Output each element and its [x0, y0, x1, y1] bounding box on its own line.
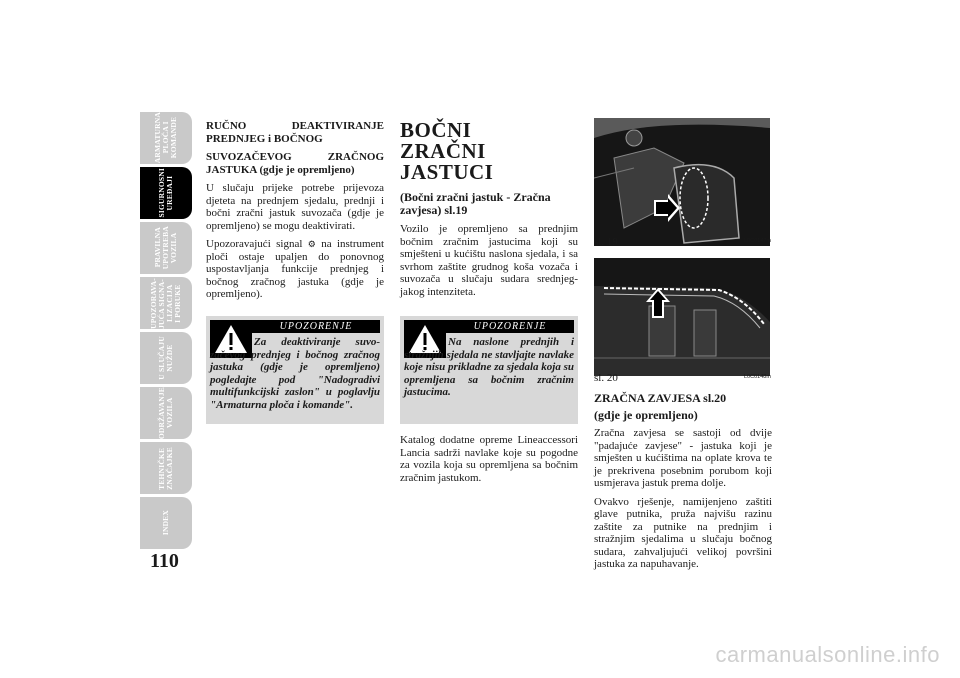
left-column: [206, 120, 384, 307]
watermark: carmanualsonline.info: [715, 642, 940, 667]
section-subheading: (gdje je opremljeno): [594, 407, 698, 422]
paragraph: Upozoravajući signal ⚙ na instrument ploči ostaje upaljen do ponovnog uspostavljanja funkcije prednjeg i bočnog zračnog jastuka (gdje je opremljeno).: [206, 238, 385, 300]
figure-19-code: L0C0147m: [744, 238, 771, 244]
section-heading: RUČNO DEAKTIVIRANJE PREDNJEG i BOČNOG: [206, 120, 384, 145]
tab-pravilna-upotreba[interactable]: PRAVILNA UPOTREBA VOZILA: [140, 222, 192, 274]
paragraph: U slučaju prijeke potrebe prijevoza djeteta na prednjem sjedalu, prednji i bočni zračni jastuk suvozača (gdje je opremljeno) se mogu deaktivirati.: [206, 182, 384, 232]
warning-text: Za deaktiviranje suvo-začevog prednjeg i bočnog zračnog jastuka (gdje je opremljeno) pogledajte pod "Nadogradivi multifunkcijski zaslon" u poglavlju "Armaturna ploča i komande".: [210, 336, 380, 411]
warning-box: [206, 316, 384, 424]
paragraph: Katalog dodatne opreme Lineaccessori Lancia sadrži navlake koje su pogodne za vozila koja su opremljena sa bočnim zračnim jastukom.: [400, 434, 578, 484]
warning-title: UPOZORENJE: [252, 320, 380, 333]
tab-odrzavanje-vozila[interactable]: ODRŽAVANJE VOZILA: [140, 387, 192, 439]
page-number: 110: [150, 550, 179, 572]
paragraph: Vozilo je opremljeno sa prednjim bočnim zračnim jastucima koji su smješteni u kućištu naslona sjedala, i sa svrhom zaštite grudnog koša vozača i suvozača u slučaju sudara srednjeg-jakog intenziteta.: [400, 223, 578, 298]
warning-box: [400, 316, 578, 424]
section-heading: ZRAČNA ZAVJESA sl.20: [594, 391, 727, 405]
figure-20-image: [594, 258, 770, 376]
subtitle: (Bočni zračni jastuk - Zračna zavjesa) sl.19: [400, 190, 551, 217]
paragraph: Ovakvo rješenje, namijenjeno zaštiti glave putnika, pruža najvišu razinu zaštite za putnike na prednjim i stražnjim sjedalima u slučaju bočnog sudara, zahvaljujući velikoj površini jastuka za napuhavanje.: [594, 495, 772, 570]
figure-19-caption: sl. 19: [594, 236, 618, 248]
page-title: BOČNI ZRAČNI JASTUCI: [400, 118, 494, 184]
tab-u-slucaju-nuzde[interactable]: U SLUČAJU NUŽDE: [140, 332, 192, 384]
figure-20-code: L0C0148m: [744, 374, 771, 380]
tab-upozoravajuca-signalizacija[interactable]: UPOZORAVA- JUĆA SIGNA- LIZACIJA I PORUKE: [140, 277, 192, 329]
airbag-off-icon: ⚙: [307, 239, 316, 249]
chapter-tabs: [140, 112, 192, 548]
warning-title: UPOZORENJE: [446, 320, 574, 333]
middle-column: [400, 120, 578, 298]
tab-sigurnosni-uredaji[interactable]: SIGURNOSNI UREĐAJI: [140, 167, 192, 219]
right-column-text: [594, 392, 772, 577]
tab-tehnicke-znacajke[interactable]: TEHNIČKE ZNAČAJKE: [140, 442, 192, 494]
figure-20-caption: sl. 20: [594, 372, 618, 384]
tab-armaturna-ploca[interactable]: ARMATURNA PLOČA I KOMANDE: [140, 112, 192, 164]
figure-19-image: [594, 118, 770, 246]
paragraph: Zračna zavjesa se sastoji od dvije "padajuće zavjese" - jastuka koji je smješten u kućištima na oplate krova te je prekrivena posebnim porubom koji usmjerava jastuk prema dolje.: [594, 427, 772, 489]
warning-text: Na naslone prednjih i stražnjih sjedala ne stavljajte navlake koje nisu prikladne za sjedala koja su opremljena sa bočnim zračnim jastucima.: [404, 336, 574, 398]
section-heading-cont: SUVOZAČEVOG ZRAČNOG JASTUKA (gdje je opremljeno): [206, 151, 384, 176]
tab-index[interactable]: INDEX: [140, 497, 192, 549]
